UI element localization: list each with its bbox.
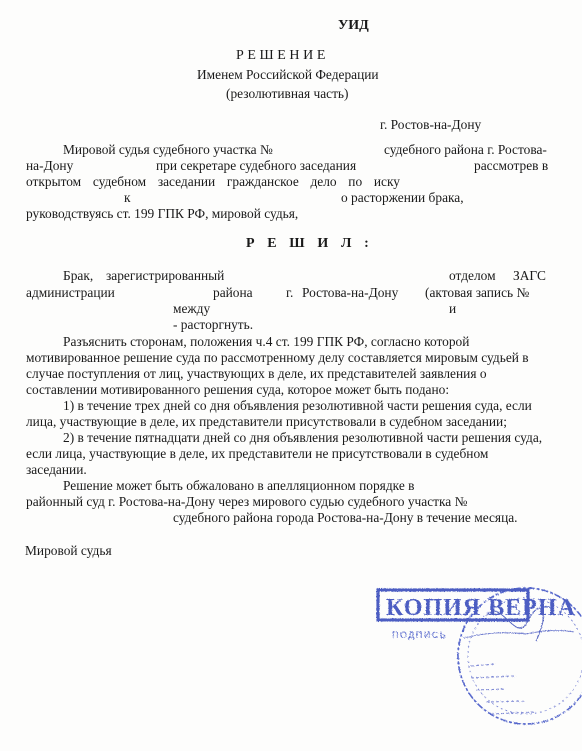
appeal-line-1: Решение может быть обжаловано в апелляционном порядке в bbox=[63, 478, 415, 493]
appeal-line-3: судебного района города Ростова-на-Дону в течение месяца. bbox=[173, 510, 518, 525]
intro-line-1a: Мировой судья судебного участка № bbox=[63, 142, 273, 157]
word: дело bbox=[310, 174, 337, 189]
intro-line-5: руководствуясь ст. 199 ГПК РФ, мировой судья, bbox=[26, 206, 299, 221]
point-2-line-3: заседании. bbox=[26, 462, 87, 477]
body-registered: зарегистрированный bbox=[106, 268, 225, 283]
explain-line-2: мотивированное решение суда по рассмотренному делу составляется мировым судьей в bbox=[26, 350, 529, 365]
body-otdelom: отделом bbox=[449, 268, 496, 283]
body-g: г. bbox=[286, 285, 294, 300]
document-subtitle: Именем Российской Федерации bbox=[197, 67, 379, 82]
intro-line-4b: о расторжении брака, bbox=[341, 190, 464, 205]
intro-line-2c: рассмотрев в bbox=[474, 158, 549, 173]
point-1-line-2: лица, участвующие в деле, их представители присутствовали в судебном заседании; bbox=[26, 414, 507, 429]
intro-line-4a: к bbox=[124, 190, 131, 205]
stamp-sign-label: ПОДПИСЬ bbox=[392, 630, 448, 640]
word: открытом bbox=[26, 174, 82, 189]
body-mezhdu: между bbox=[173, 301, 211, 316]
body-city: Ростова-на-Дону bbox=[302, 285, 399, 300]
explain-line-4: составлении мотивированного решения суда, которое может быть подано: bbox=[26, 382, 450, 397]
intro-line-2b: при секретаре судебного заседания bbox=[156, 158, 357, 173]
uid-label: УИД bbox=[338, 18, 369, 33]
word: судебном bbox=[92, 174, 147, 189]
body-administration: администрации bbox=[26, 285, 115, 300]
body-i: и bbox=[449, 301, 457, 316]
decided-heading: Р Е Ш И Л : bbox=[246, 236, 374, 251]
word: гражданское bbox=[226, 174, 299, 189]
intro-line-2a: на-Дону bbox=[26, 158, 74, 173]
explain-line-1: Разъяснить сторонам, положения ч.4 ст. 199 ГПК РФ, согласно которой bbox=[63, 334, 470, 349]
signature-label: Мировой судья bbox=[25, 543, 112, 558]
stamp-sign-line bbox=[464, 630, 574, 638]
body-raiona: района bbox=[213, 285, 253, 300]
point-2-line-2: если лица, участвующие в деле, их представители не присутствовали в судебном bbox=[26, 446, 489, 461]
point-1-line-1: 1) в течение трех дней со дня объявления резолютивной части решения суда, если bbox=[63, 398, 532, 413]
intro-line-1b: судебного района г. Ростова- bbox=[384, 142, 547, 157]
word: иску bbox=[373, 174, 400, 189]
intro-line-3 bbox=[26, 174, 400, 190]
copy-certified-stamp bbox=[376, 586, 582, 751]
appeal-line-2: районный суд г. Ростова-на-Дону через мирового судью судебного участка № bbox=[26, 494, 468, 509]
body-brak: Брак, bbox=[63, 268, 94, 283]
word: заседании bbox=[157, 174, 216, 189]
body-rastorgnut: - расторгнуть. bbox=[173, 317, 254, 332]
word: по bbox=[348, 174, 363, 189]
city-line: г. Ростов-на-Дону bbox=[380, 117, 482, 132]
explain-line-3: случае поступления от лиц, участвующих в деле, их представителей заявления о bbox=[26, 366, 487, 381]
body-zags: ЗАГС bbox=[513, 268, 546, 283]
document-subtitle-part: (резолютивная часть) bbox=[226, 86, 349, 101]
document-title: РЕШЕНИЕ bbox=[236, 48, 329, 63]
body-akt: (актовая запись № bbox=[425, 285, 530, 300]
stamp-text: КОПИЯ ВЕРНА bbox=[386, 595, 576, 621]
point-2-line-1: 2) в течение пятнадцати дней со дня объявления резолютивной части решения суда, bbox=[63, 430, 543, 445]
